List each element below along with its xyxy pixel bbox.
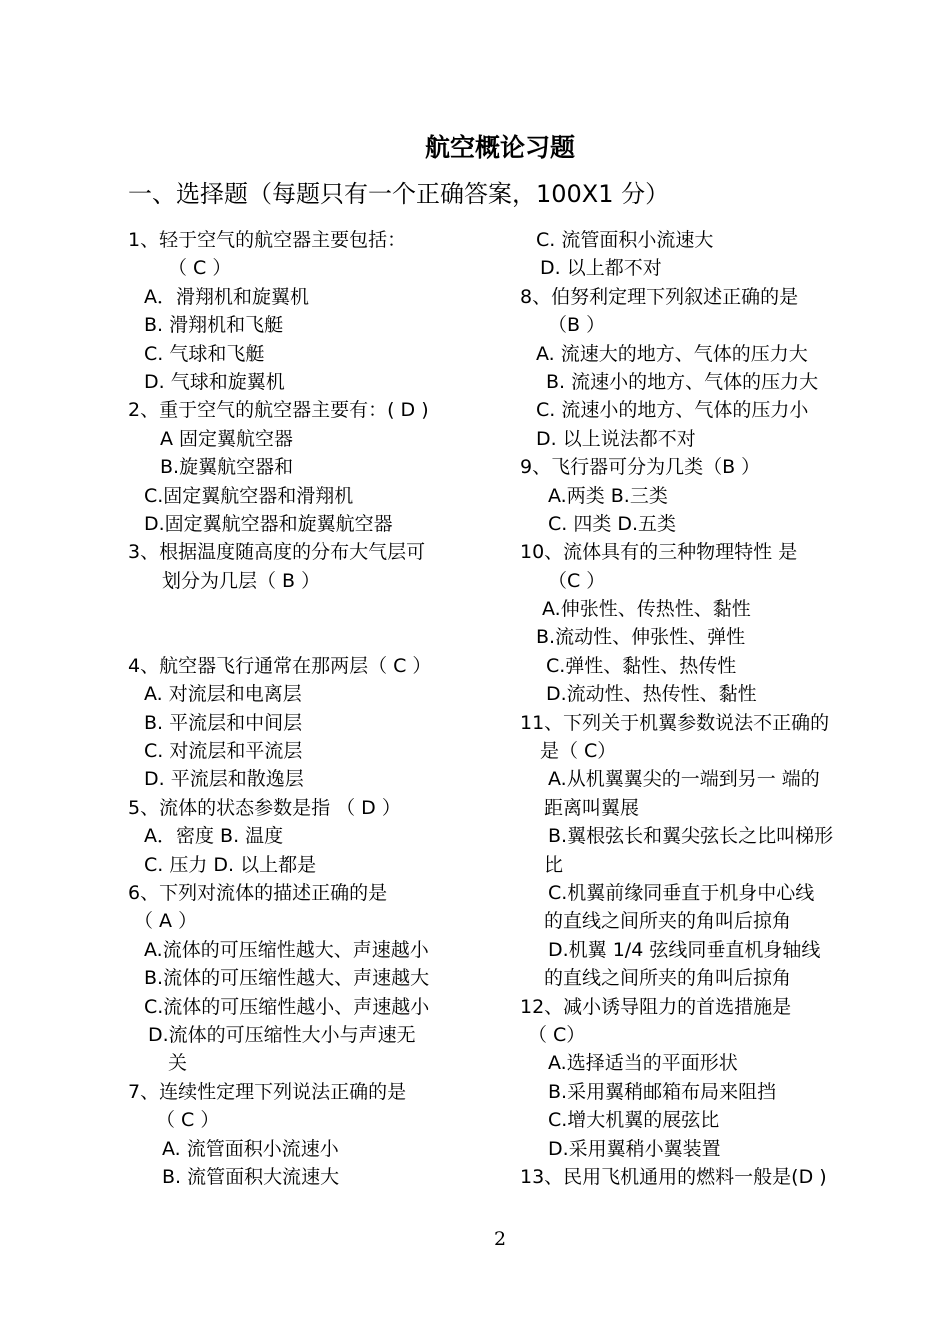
- question-line: 划分为几层（ B ）: [162, 569, 321, 592]
- question-line: D. 以上说法都不对: [536, 427, 696, 450]
- question-line: 比: [544, 853, 564, 876]
- question-line: C. 四类 D.五类: [548, 512, 677, 535]
- question-line: D.流动性、热传性、黏性: [546, 683, 757, 706]
- question-line: A. 流速大的地方、气体的压力大: [536, 342, 808, 365]
- question-line: B. 滑翔机和飞艇: [144, 314, 284, 337]
- question-line: C.固定翼航空器和滑翔机: [144, 484, 354, 507]
- question-line: B.流体的可压缩性越大、声速越大: [144, 967, 430, 990]
- question-line: C.流体的可压缩性越小、声速越小: [144, 995, 430, 1018]
- question-line: C.增大机翼的展弦比: [548, 1109, 720, 1132]
- question-line: （ A ）: [134, 910, 198, 933]
- page-number: 2: [493, 1228, 507, 1250]
- question-line: A. 对流层和电离层: [144, 683, 302, 706]
- question-line: B.采用翼稍邮箱布局来阻挡: [548, 1080, 777, 1103]
- question-line: 的直线之间所夹的角叫后掠角: [544, 967, 792, 990]
- question-line: 6、下列对流体的描述正确的是: [128, 881, 388, 904]
- question-line: （C ）: [548, 569, 606, 592]
- question-line: D.流体的可压缩性大小与声速无: [148, 1023, 416, 1046]
- question-line: 8、伯努利定理下列叙述正确的是: [520, 285, 799, 308]
- question-line: 5、流体的状态参数是指 （ D ）: [128, 796, 401, 819]
- blank-line: [128, 595, 478, 623]
- question-line: 关: [168, 1052, 188, 1075]
- question-line: B.翼根弦长和翼尖弦长之比叫梯形: [548, 825, 834, 848]
- question-line: D.采用翼稍小翼装置: [548, 1137, 721, 1160]
- question-line: （ C ）: [156, 1109, 220, 1132]
- question-line: A.流体的可压缩性越大、声速越小: [144, 938, 429, 961]
- question-line: B.旋翼航空器和: [160, 456, 294, 479]
- question-line: C. 压力 D. 以上都是: [144, 853, 317, 876]
- question-line: 10、流体具有的三种物理特性 是: [520, 541, 798, 564]
- question-line: B. 流管面积大流速大: [162, 1165, 340, 1188]
- question-line: 1、轻于空气的航空器主要包括：: [128, 229, 407, 251]
- question-line: A 固定翼航空器: [160, 427, 294, 450]
- question-line: C. 流管面积小流速大: [536, 229, 714, 251]
- question-line: 距离叫翼展: [544, 796, 640, 819]
- question-line: B.流动性、伸张性、弹性: [536, 626, 746, 649]
- question-line: C. 气球和飞艇: [144, 342, 265, 365]
- question-line: D. 气球和旋翼机: [144, 370, 285, 393]
- question-line: 2、重于空气的航空器主要有：( D ): [128, 399, 429, 422]
- question-line: 11、下列关于机翼参数说法不正确的: [520, 711, 830, 734]
- question-line: D.机翼 1/4 弦线同垂直机身轴线: [548, 938, 821, 961]
- question-line: 4、航空器飞行通常在那两层（ C ）: [128, 654, 432, 677]
- question-line: B. 平流层和中间层: [144, 711, 303, 734]
- question-line: 7、连续性定理下列说法正确的是: [128, 1080, 407, 1103]
- question-line: A.选择适当的平面形状: [548, 1052, 738, 1075]
- question-line: A.从机翼翼尖的一端到另一 端的: [548, 768, 820, 791]
- question-line: A.两类 B.三类: [548, 484, 668, 507]
- question-line: B. 流速小的地方、气体的压力大: [546, 370, 819, 393]
- right-column: [520, 226, 890, 1191]
- question-line: A. 流管面积小流速小: [162, 1137, 339, 1160]
- question-line: C. 流速小的地方、气体的压力小: [536, 399, 809, 422]
- question-line: 13、民用飞机通用的燃料一般是(D ): [520, 1165, 827, 1188]
- question-line: C.机翼前缘同垂直于机身中心线: [548, 881, 815, 904]
- question-line: D.固定翼航空器和旋翼航空器: [144, 512, 393, 535]
- question-line: 12、减小诱导阻力的首选措施是: [520, 995, 792, 1018]
- blank-line: [128, 623, 478, 651]
- left-column: [128, 226, 478, 1191]
- question-line: A.伸张性、传热性、黏性: [542, 598, 751, 621]
- question-line: D. 平流层和散逸层: [144, 768, 304, 791]
- document-title: 航空概论习题: [424, 133, 575, 162]
- question-line: C.弹性、黏性、热传性: [546, 654, 737, 677]
- question-line: 是（ C）: [540, 740, 617, 763]
- question-line: 的直线之间所夹的角叫后掠角: [544, 910, 792, 933]
- question-line: （ C）: [528, 1023, 586, 1046]
- question-line: （ C ）: [168, 257, 232, 280]
- question-line: 9、飞行器可分为几类（B ）: [520, 456, 761, 479]
- section-heading: 一、选择题（每题只有一个正确答案，100X1 分）: [128, 180, 670, 208]
- question-line: D. 以上都不对: [540, 257, 662, 280]
- question-line: A．密度 B. 温度: [144, 825, 284, 848]
- question-line: 3、根据温度随高度的分布大气层可: [128, 541, 426, 564]
- question-line: A．滑翔机和旋翼机: [144, 285, 309, 308]
- question-line: （B ）: [548, 314, 606, 337]
- question-line: C. 对流层和平流层: [144, 740, 303, 763]
